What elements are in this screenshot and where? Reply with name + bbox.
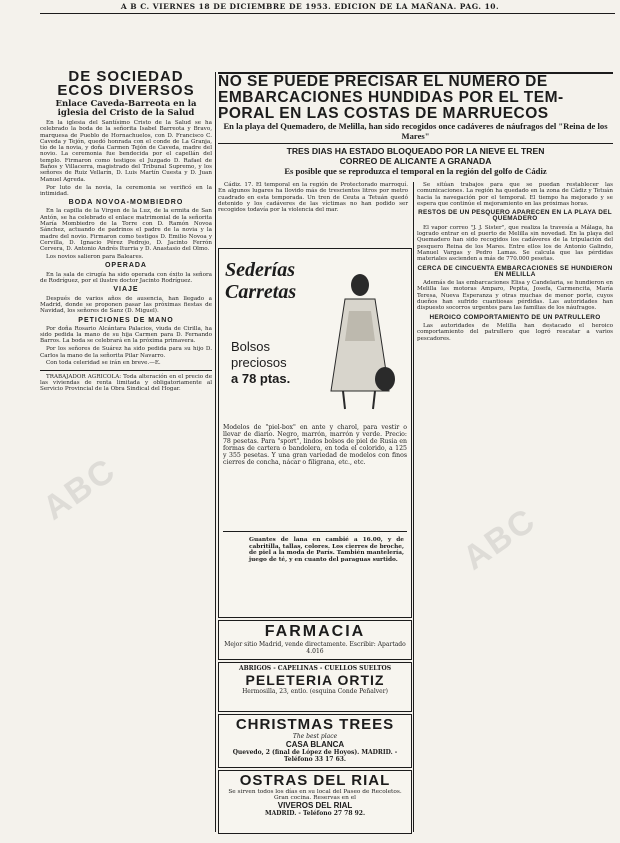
- watermark: ABC: [456, 500, 544, 578]
- farmacia-title: FARMACIA: [264, 623, 366, 640]
- ostras-advert: [218, 770, 412, 834]
- fashion-illustration: [315, 271, 405, 411]
- cerca-headline: CERCA DE CINCUENTA EMBARCACIONES SE HUNDIERON EN MELILLA: [417, 264, 613, 278]
- right-intro: Se sitúan trabajos para que se puedan restablecer las comunicaciones. La región ha quedado en la zona de Cádiz y Tetuán hacia la navegación por el temporal. El tiempo ha mejorado y se espera que continúe el mejoramiento en las próximas horas.: [417, 182, 613, 207]
- wedding-body: En la iglesia del Santísimo Cristo de la Salud se ha celebrado la boda de la señorita Isabel Barreota y Bravo, marquesa de Pueblo de Hornachuelos, con D. Francisco C. Caveda y Tejón, quedó honrada con el conde de La Granja, tío de la novia, y doña Carmen Tejón de Caveda, madre del novio. La ceremonia fue bendecida por el capellán del templo. Firmaron como testigos el Juzgado D. Rafael de Baños y Villacerra, magistrado del Tribunal Supremo, y los señores de Ruiz Vellarín, D. Luis Martín Cuesta y D. Juan Manuel Agreda.: [40, 120, 212, 183]
- operada-body: En la sala de cirugía ha sido operada con éxito la señora de Rodríguez, por el ilustre doctor Jacinto Rodríguez.: [40, 271, 212, 285]
- sederias-note-box: [249, 537, 404, 565]
- farmacia-advert: [218, 620, 412, 660]
- right-column: [417, 182, 613, 343]
- cerca-body: Además de las embarcaciones Elisa y Candelaria, se hundieron en Melilla las motoras Amparo, Pepita, Josefa, Carmencita, María Teresa, Nueva Esperanza y otras muchas de menor porte, cuyos dueños han sufrido cuantiosas pérdidas. Las autoridades han dispuesto socorros urgentes para las familias de los náufragos.: [417, 280, 613, 312]
- operada-headline: OPERADA: [104, 262, 147, 270]
- watermark: ABC: [36, 450, 124, 528]
- ad-line-2: preciosos: [231, 355, 287, 370]
- section-title-society: DE SOCIEDAD: [68, 68, 184, 85]
- christmas-shop: CASA BLANCA: [285, 740, 345, 749]
- running-head: A B C. VIERNES 18 DE DICIEMBRE DE 1953. EDICION DE LA MAÑANA. PAG. 10.: [120, 2, 500, 11]
- secondary-line-2: CORREO DE ALICANTE A GRANADA: [339, 156, 492, 166]
- sederias-advert: [218, 248, 412, 618]
- secondary-headline: [218, 146, 613, 176]
- sederias-copy: [223, 424, 407, 468]
- ostras-title: OSTRAS DEL RIAL: [239, 772, 391, 789]
- headline-line-1: NO SE PUEDE PRECISAR EL NUMERO DE: [218, 73, 548, 90]
- sederias-body: Modelos de "piel-box" en ante y charol, para vestir o llevar de diario. Negro, marrón, marrón y verde. Precio: 78 pesetas. Para "sport", lindos bolsos de piel de Rusia en formas de cartera o bandolera, en toda el colorido, a 125 y 355 pesetas. Y una gran variedad de modelos con finos cierres de concha, nácar o filigrana, etc., etc.: [223, 424, 407, 466]
- lead-story: [218, 182, 408, 215]
- ostras-body: Se sirven todos los días en su local del Paseo de Recoletos. Gran cocina. Reservas en el: [228, 789, 402, 801]
- abrigos-line: ABRIGOS - CAPELINAS - CUELLOS SUELTOS: [238, 665, 392, 672]
- headline-line-2: EMBARCACIONES HUNDIDAS POR EL TEM-: [218, 89, 564, 106]
- header-rule: [40, 13, 615, 14]
- handbag-icon: [375, 367, 395, 391]
- ad-line-1: Bolsos: [231, 339, 271, 354]
- peleteria-advert: [218, 662, 412, 712]
- column-divider: [215, 72, 216, 832]
- boda-body-2: Los novios salieron para Baleares.: [46, 254, 144, 261]
- christmas-title: CHRISTMAS TREES: [235, 716, 395, 733]
- secondary-line-1: TRES DIAS HA ESTADO BLOQUEADO POR LA NIEVE EL TREN: [286, 146, 545, 156]
- peticion-body-3: Con toda celeridad se irán en breve.—E.: [46, 360, 161, 367]
- sederias-note: Guantes de lana en cambié a 16.00, y de cabritilla, tallas, colores. Los cierres de broche, de piel a la moda de París. También mantelería, juego de té, y en cuanto del paraguas surtido.: [249, 537, 404, 563]
- peleteria-title: PELETERIA ORTIZ: [245, 672, 385, 688]
- bottom-note: TRABAJADOR AGRICOLA: Toda alteración en el precio de las viviendas de renta limitada y obligatoriamente al Servicio Provincial de la Obra Sindical del Hogar.: [40, 373, 212, 393]
- left-divider: [40, 370, 212, 371]
- heroico-body: Las autoridades de Melilla han destacado el heroico comportamiento del patrullero que logró rescatar a varios pescadores.: [417, 322, 613, 342]
- christmas-advert: [218, 714, 412, 768]
- column-divider-right: [413, 182, 414, 832]
- peticion-headline: PETICIONES DE MANO: [78, 316, 174, 324]
- section-title-ecos: ECOS DIVERSOS: [57, 82, 195, 99]
- peticion-body: Por doña Rosario Alcántara Palacios, viuda de Cirilla, ha sido pedida la mano de su hija Carmen para D. Fernando Barros. La boda se celebrará en la próxima primavera.: [40, 325, 212, 345]
- boda-headline: BODA NOVOA-MOMBIEDRO: [68, 199, 184, 207]
- main-headline-block: [218, 72, 613, 141]
- peleteria-body: Hermosilla, 23, entlo. (esquina Conde Peñalver): [242, 688, 388, 695]
- restos-headline: RESTOS DE UN PESQUERO APARECEN EN LA PLAYA DEL QUEMADERO: [418, 209, 612, 223]
- secondary-line-3: Es posible que se reproduzca el temporal en la región del golfo de Cádiz: [284, 166, 547, 176]
- headline-dek: En la playa del Quemadero, de Melilla, han sido recogidos once cadáveres de náufragos del "Reina de los Mares": [223, 121, 608, 141]
- ostras-shop: VIVEROS DEL RIAL: [277, 801, 353, 810]
- ad-inner-rule: [223, 531, 407, 532]
- headline-line-3: PORAL EN LAS COSTAS DE MARRUECOS: [218, 105, 549, 122]
- sederias-title-2: Carretas: [225, 281, 297, 303]
- lead-body: Cádiz. 17. El temporal en la región de Protectorado marroquí. En algunos lugares ha llovido más de trescientos litros por metro cuadrado en esta temporada. Un tren de Ceuta a Tetuán quedó detenido y los cadáveres de las víctimas no han podido ser recogidos todavía por la violencia del mar.: [218, 182, 408, 214]
- ad-line-3: a 78 ptas.: [231, 371, 291, 386]
- viaje-headline: VIAJE: [113, 286, 139, 294]
- viaje-body: Después de varios años de ausencia, han llegado a Madrid, donde se proponen pasar las próximas fiestas de Navidad, los señores de Sanz (D. Miguel).: [40, 295, 212, 315]
- christmas-sub: The best place: [292, 733, 338, 740]
- restos-body: El vapor correo "J. J. Sister", que realiza la travesía a Málaga, ha logrado entrar en el puerto de Melilla sin novedad. En la playa del Quemadero han sido recogidos los cadáveres de la tripulación del pesquero Reina de los Mares. Entre ellos los de Antonio Galindo, Manuel Vargas y Pedro Lamas. Se calcula que las pérdidas materiales ascienden a más de 770.000 pesetas.: [417, 224, 613, 263]
- headline-rule: [218, 143, 613, 144]
- peticion-body-2: Por los señores de Suárez ha sido pedida para su hijo D. Carlos la mano de la señorita Pilar Navarro.: [40, 346, 212, 359]
- ostras-addr: MADRID. - Teléfono 27 78 92.: [264, 810, 366, 817]
- boda-body: En la capilla de la Virgen de la Luz, de la ermita de San Antón, se ha celebrado el enlace matrimonial de la señorita María Mombiedro de la Torre con D. Ramón Novoa Sánchez, actuando de padrinos el padre de la novia y la madre del novio. Firmaron como testigos D. Emilio Novoa y Cervilla, D. Ignacio Pérez Pedrojo, D. Jacinto Ferrón Cervera, D. Antonio Andrés Iturria y D. Anastasio del Olmo.: [40, 208, 212, 253]
- farmacia-body: Mejor sitio Madrid, vende directamente. Escribir: Apartado 4.016: [224, 641, 406, 655]
- heroico-headline: HEROICO COMPORTAMIENTO DE UN PATRULLERO: [429, 313, 601, 321]
- sederias-title-1: Sederías: [225, 259, 295, 281]
- wedding-headline: Enlace Caveda-Barreota en la iglesia del Cristo de la Salud: [55, 99, 197, 118]
- wedding-body-2: Por luto de la novia, la ceremonia se verificó en la intimidad.: [40, 184, 212, 197]
- christmas-addr: Quevedo, 2 (final de López de Hoyos). MADRID. - Teléfono 33 17 63.: [232, 749, 398, 763]
- society-column: [40, 70, 212, 394]
